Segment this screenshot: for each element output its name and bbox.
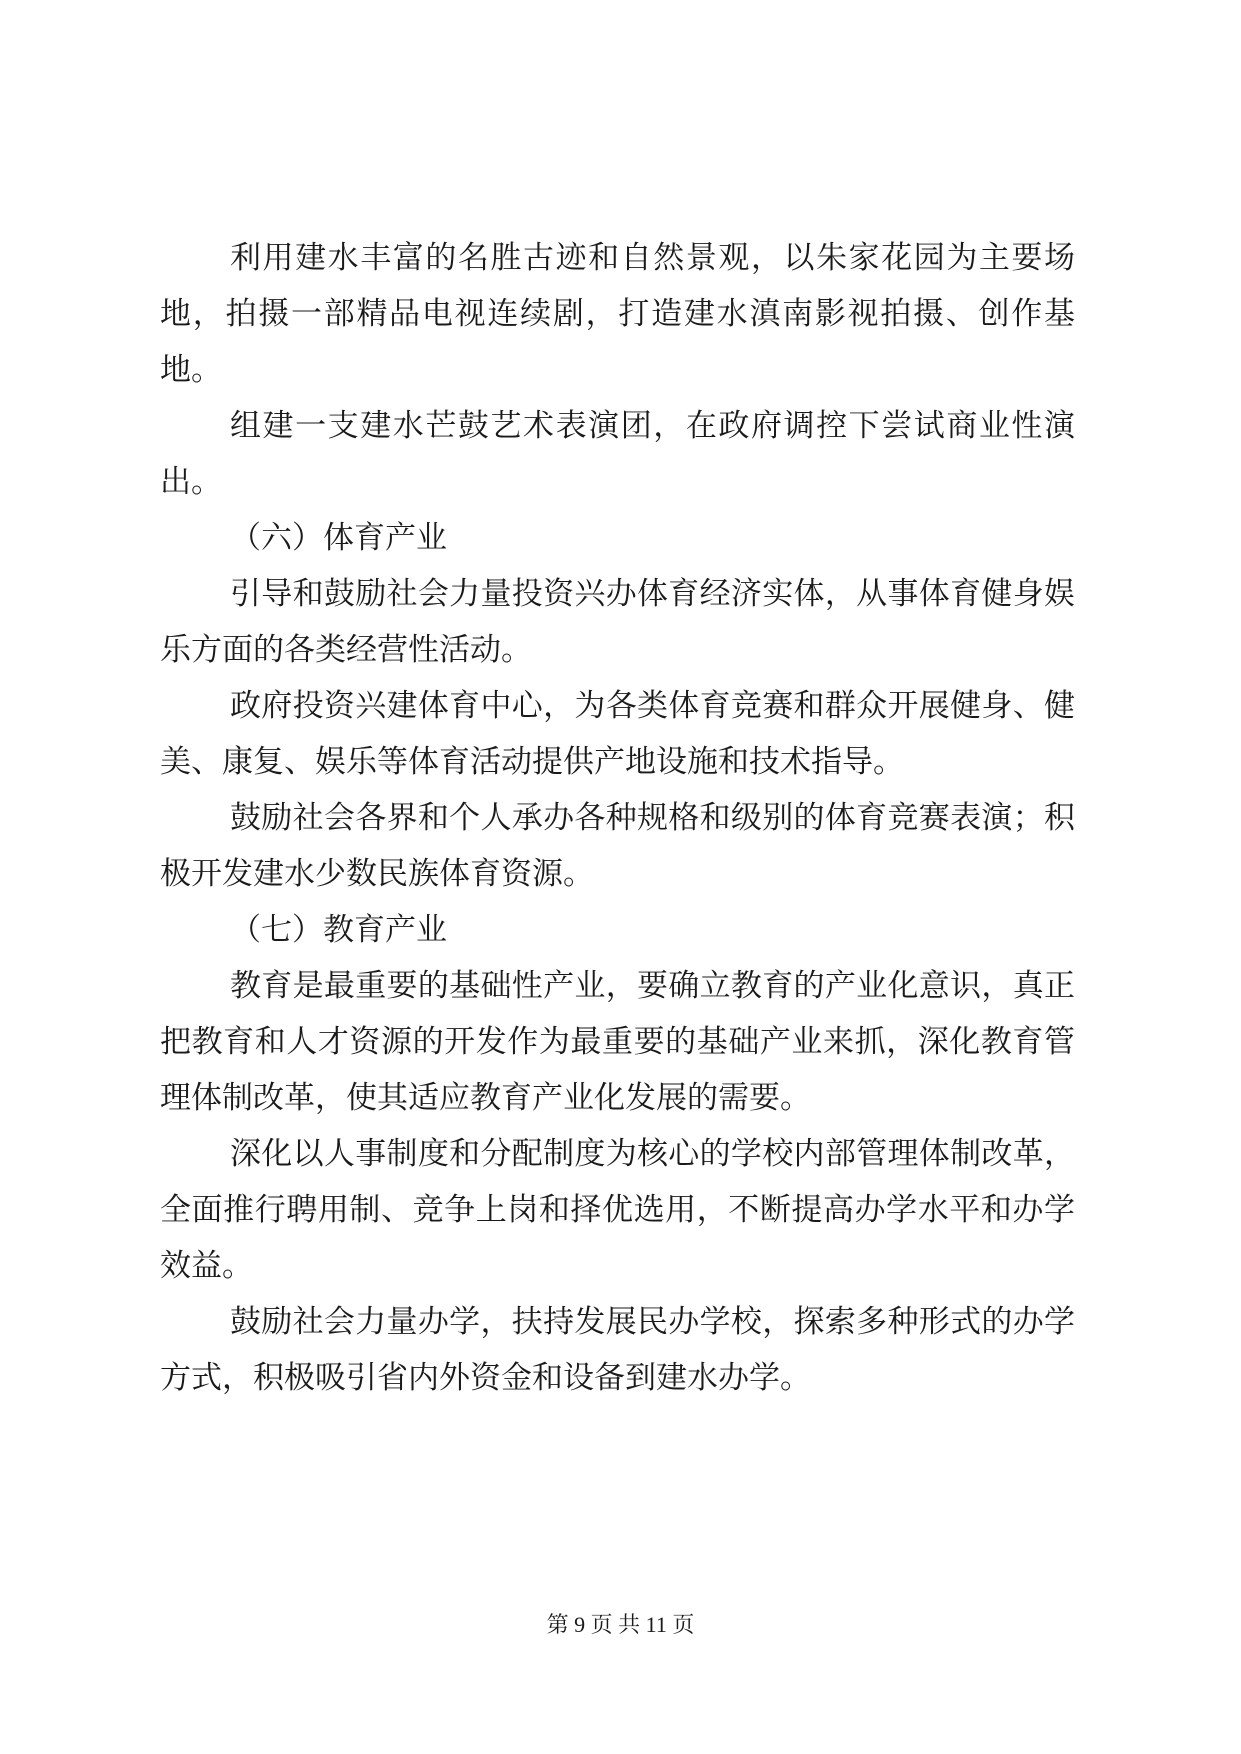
paragraph: 利用建水丰富的名胜古迹和自然景观，以朱家花园为主要场地，拍摄一部精品电视连续剧，打造建水滇南影视拍摄、创作基地。: [160, 240, 1075, 388]
paragraph: 教育是最重要的基础性产业，要确立教育的产业化意识，真正把教育和人才资源的开发作为最重要的基础产业来抓，深化教育管理体制改革，使其适应教育产业化发展的需要。: [160, 968, 1075, 1116]
section-heading: （七）教育产业: [230, 912, 447, 948]
paragraph: 组建一支建水芒鼓艺术表演团，在政府调控下尝试商业性演出。: [160, 408, 1075, 500]
paragraph: 鼓励社会各界和个人承办各种规格和级别的体育竞赛表演；积极开发建水少数民族体育资源。: [160, 800, 1075, 892]
document-body: [160, 230, 1075, 1406]
paragraph: 深化以人事制度和分配制度为核心的学校内部管理体制改革，全面推行聘用制、竞争上岗和择优选用，不断提高办学水平和办学效益。: [160, 1136, 1075, 1284]
section-heading: （六）体育产业: [230, 520, 447, 556]
page-number-footer: 第 9 页 共 11 页: [546, 1612, 695, 1637]
paragraph: 鼓励社会力量办学，扶持发展民办学校，探索多种形式的办学方式，积极吸引省内外资金和设备到建水办学。: [160, 1304, 1075, 1396]
paragraph: 引导和鼓励社会力量投资兴办体育经济实体，从事体育健身娱乐方面的各类经营性活动。: [160, 576, 1075, 668]
paragraph: 政府投资兴建体育中心，为各类体育竞赛和群众开展健身、健美、康复、娱乐等体育活动提供产地设施和技术指导。: [160, 688, 1075, 780]
